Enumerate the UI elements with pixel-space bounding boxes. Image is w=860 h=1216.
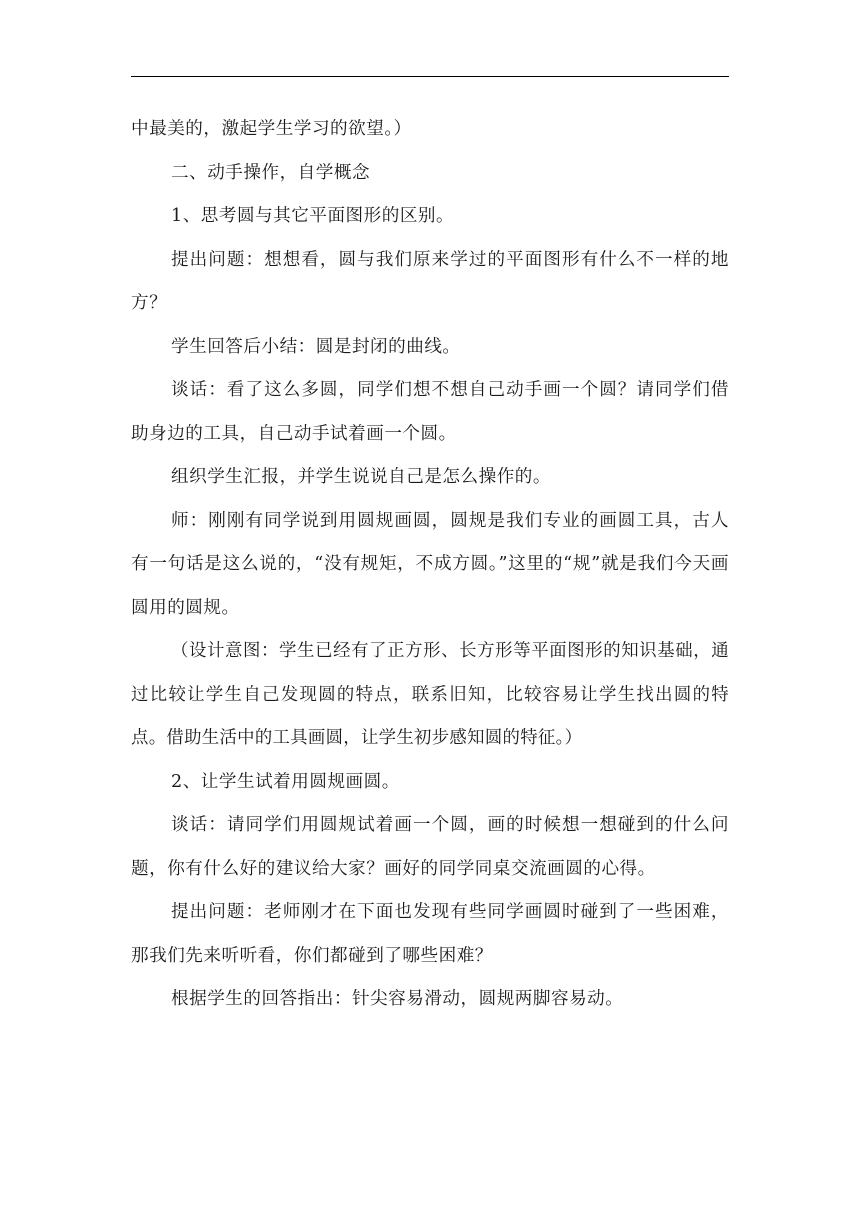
paragraph: 组织学生汇报，并学生说说自己是怎么操作的。 [171,467,551,487]
section-heading: 二、动手操作，自学概念 [171,162,371,183]
paragraph: 提出问题：想想看，圆与我们原来学过的平面图形有什么不一样的地方？ [131,249,729,313]
header-rule [131,76,729,77]
paragraph: 师：刚刚有同学说到用圆规画圆，圆规是我们专业的画圆工具，古人有一句话是这么说的，“没有规矩，不成方圆。”这里的“规”就是我们今天画圆用的圆规。 [131,510,729,618]
design-intent-note: （设计意图：学生已经有了正方形、长方形等平面图形的知识基础，通过比较让学生自己发现圆的特点，联系旧知，比较容易让学生找出圆的特点。借助生活中的工具画圆，让学生初步感知圆的特征。） [131,641,729,748]
subsection-heading: 2、让学生试着用圆规画圆。 [171,771,400,792]
subsection-heading: 1、思考圆与其它平面图形的区别。 [171,206,455,226]
document-body [131,108,729,1022]
paragraph: 根据学生的回答指出：针尖容易滑动，圆规两脚容易动。 [171,989,624,1009]
paragraph: 学生回答后小结：圆是封闭的曲线。 [171,336,461,357]
paragraph: 谈话：看了这么多圆，同学们想不想自己动手画一个圆？请同学们借助身边的工具，自己动手试着画一个圆。 [131,380,729,444]
paragraph: 谈话：请同学们用圆规试着画一个圆，画的时候想一想碰到的什么问题，你有什么好的建议给大家？画好的同学同桌交流画圆的心得。 [131,815,729,879]
paragraph: 提出问题：老师刚才在下面也发现有些同学画圆时碰到了一些困难，那我们先来听听看，你们都碰到了哪些困难？ [131,902,729,966]
paragraph-continuation: 中最美的，激起学生学习的欲望。） [131,119,412,139]
